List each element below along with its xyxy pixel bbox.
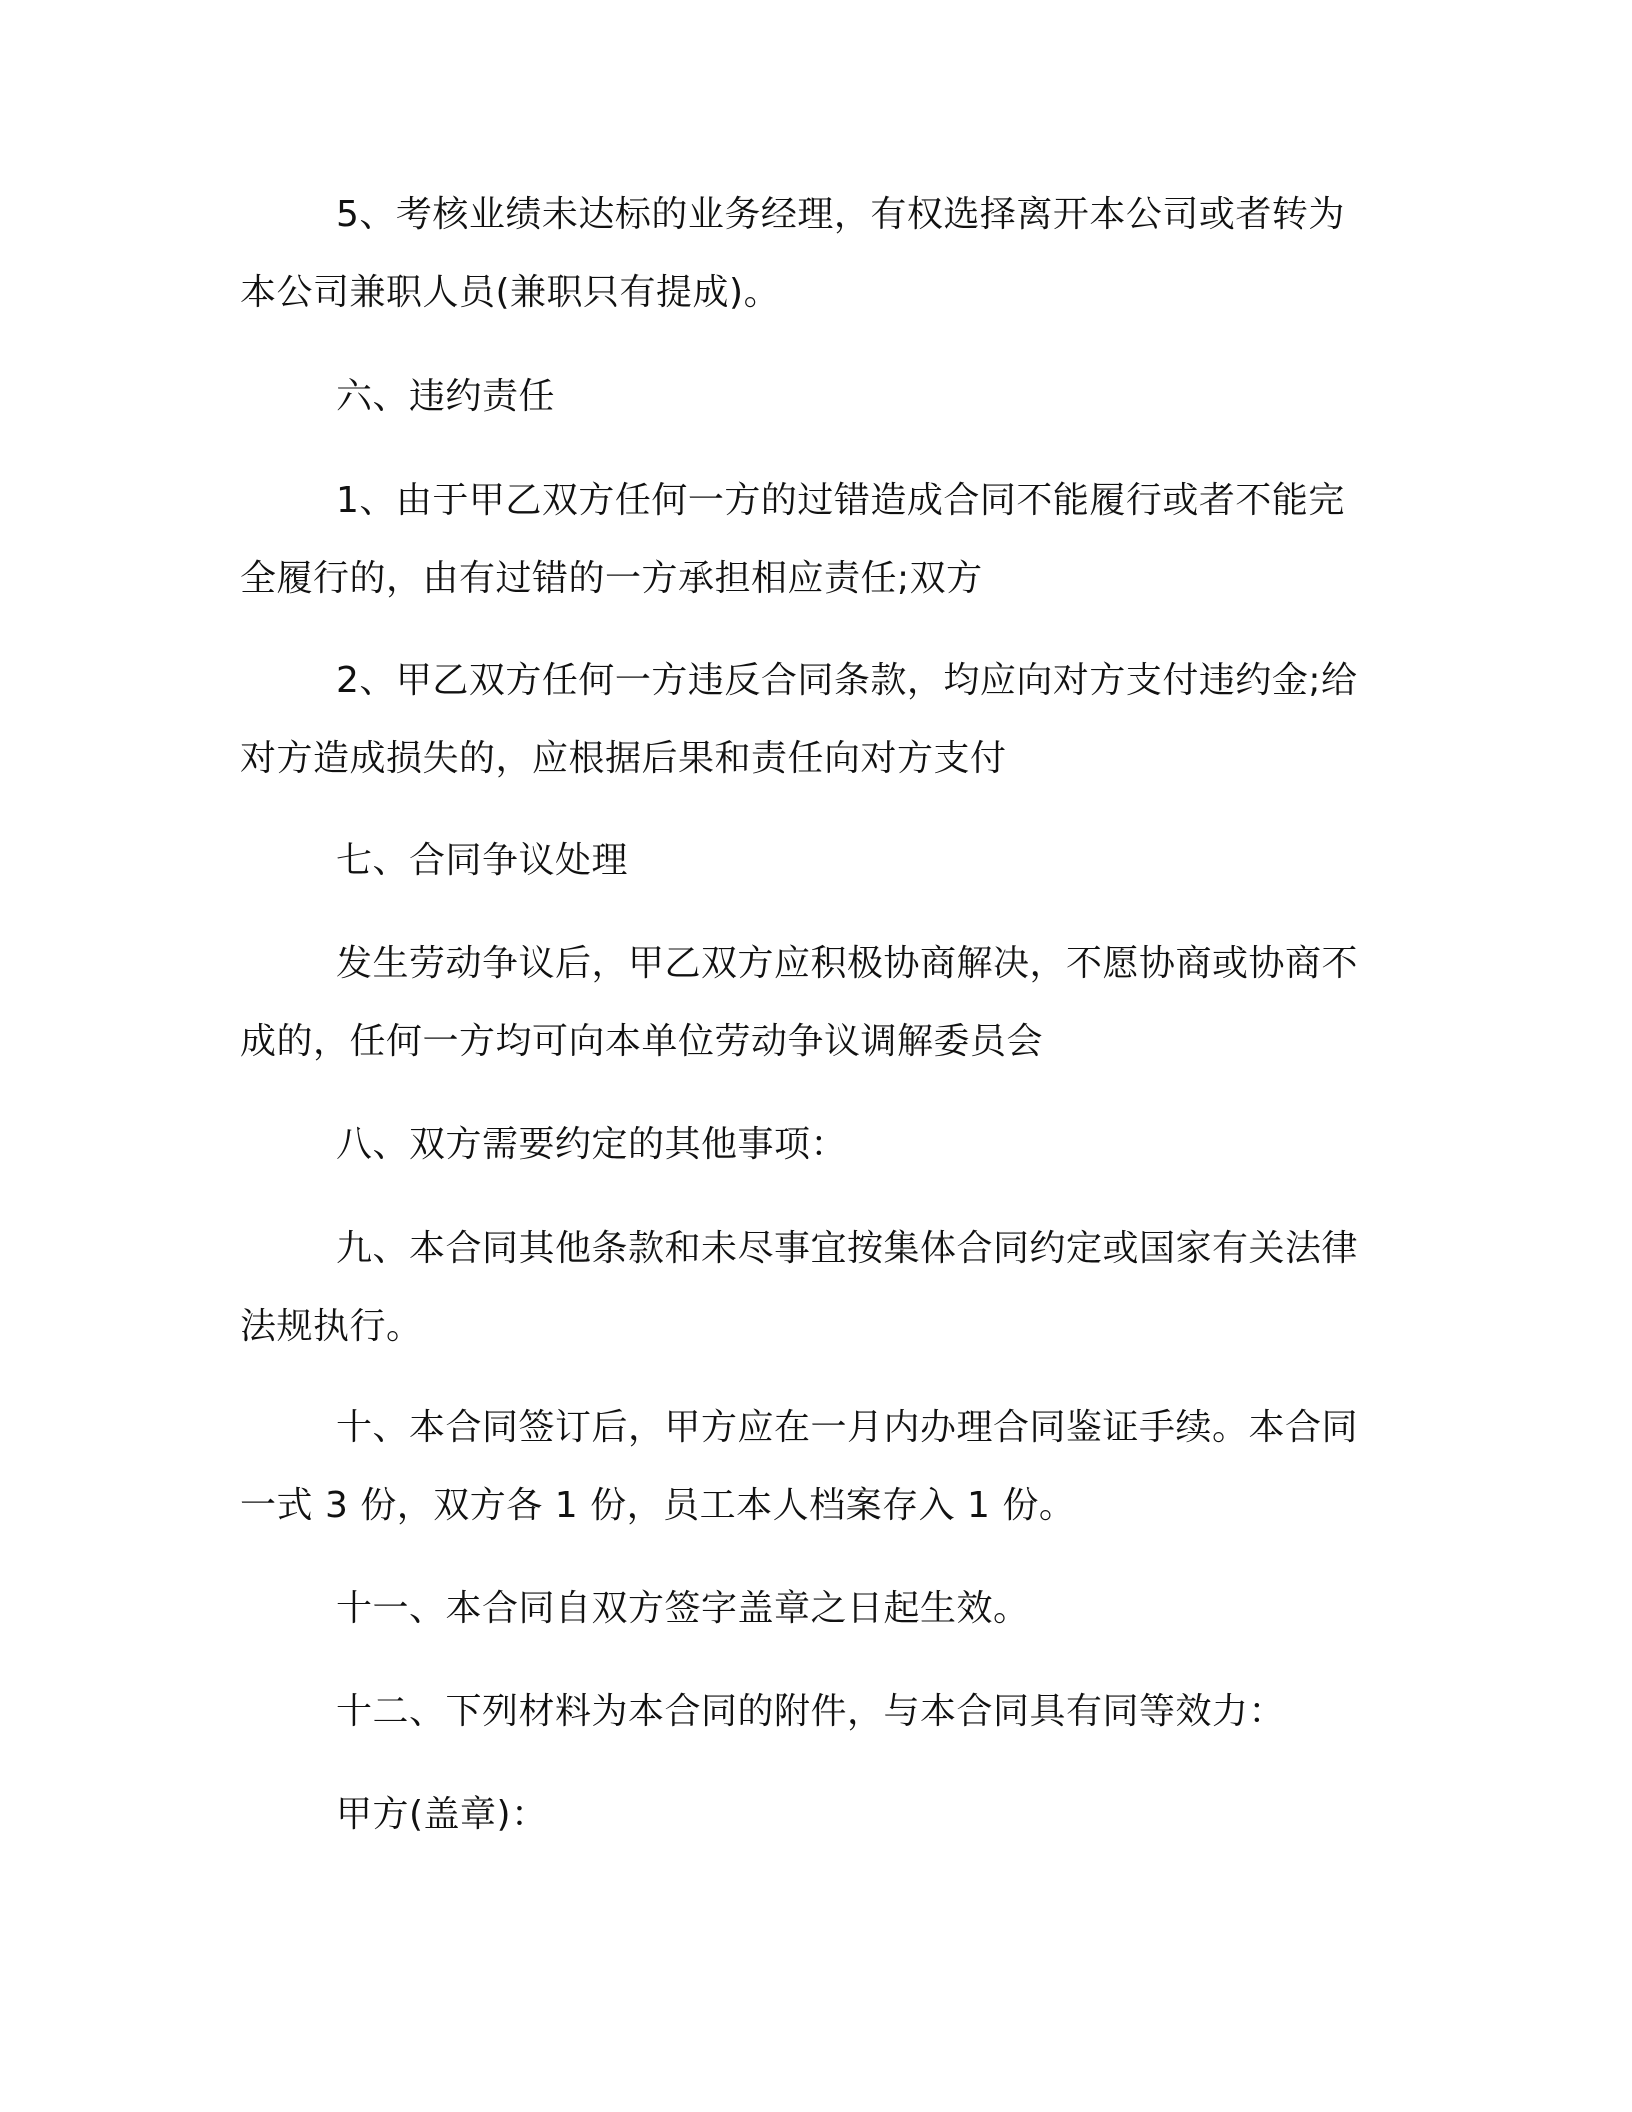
party-a-signature-line: 甲方(盖章)： [336, 1794, 548, 1835]
section-heading-dispute-resolution: 七、合同争议处理 [336, 840, 629, 881]
paragraph-section-12: 十二、下列材料为本合同的附件，与本合同具有同等效力： [336, 1691, 1286, 1732]
paragraph-section-9: 九、本合同其他条款和未尽事宜按集体合同约定或国家有关法律法规执行。 [240, 1228, 1359, 1347]
section-heading-other-matters: 八、双方需要约定的其他事项： [336, 1124, 848, 1165]
section-heading-breach-liability: 六、违约责任 [336, 376, 556, 417]
paragraph-breach-clause-2: 2、甲乙双方任何一方违反合同条款，均应向对方支付违约金;给对方造成损失的，应根据后果和责任向对方支付 [240, 660, 1358, 779]
paragraph-clause-5: 5、考核业绩未达标的业务经理，有权选择离开本公司或者转为本公司兼职人员(兼职只有提成)。 [240, 194, 1345, 313]
paragraph-dispute-resolution: 发生劳动争议后，甲乙双方应积极协商解决，不愿协商或协商不成的，任何一方均可向本单位劳动争议调解委员会 [240, 943, 1359, 1062]
paragraph-section-10: 十、本合同签订后，甲方应在一月内办理合同鉴证手续。本合同一式 3 份，双方各 1 份，员工本人档案存入 1 份。 [240, 1407, 1359, 1526]
paragraph-section-11: 十一、本合同自双方签字盖章之日起生效。 [336, 1588, 1030, 1629]
paragraph-breach-clause-1: 1、由于甲乙双方任何一方的过错造成合同不能履行或者不能完全履行的，由有过错的一方承担相应责任;双方 [240, 480, 1345, 599]
